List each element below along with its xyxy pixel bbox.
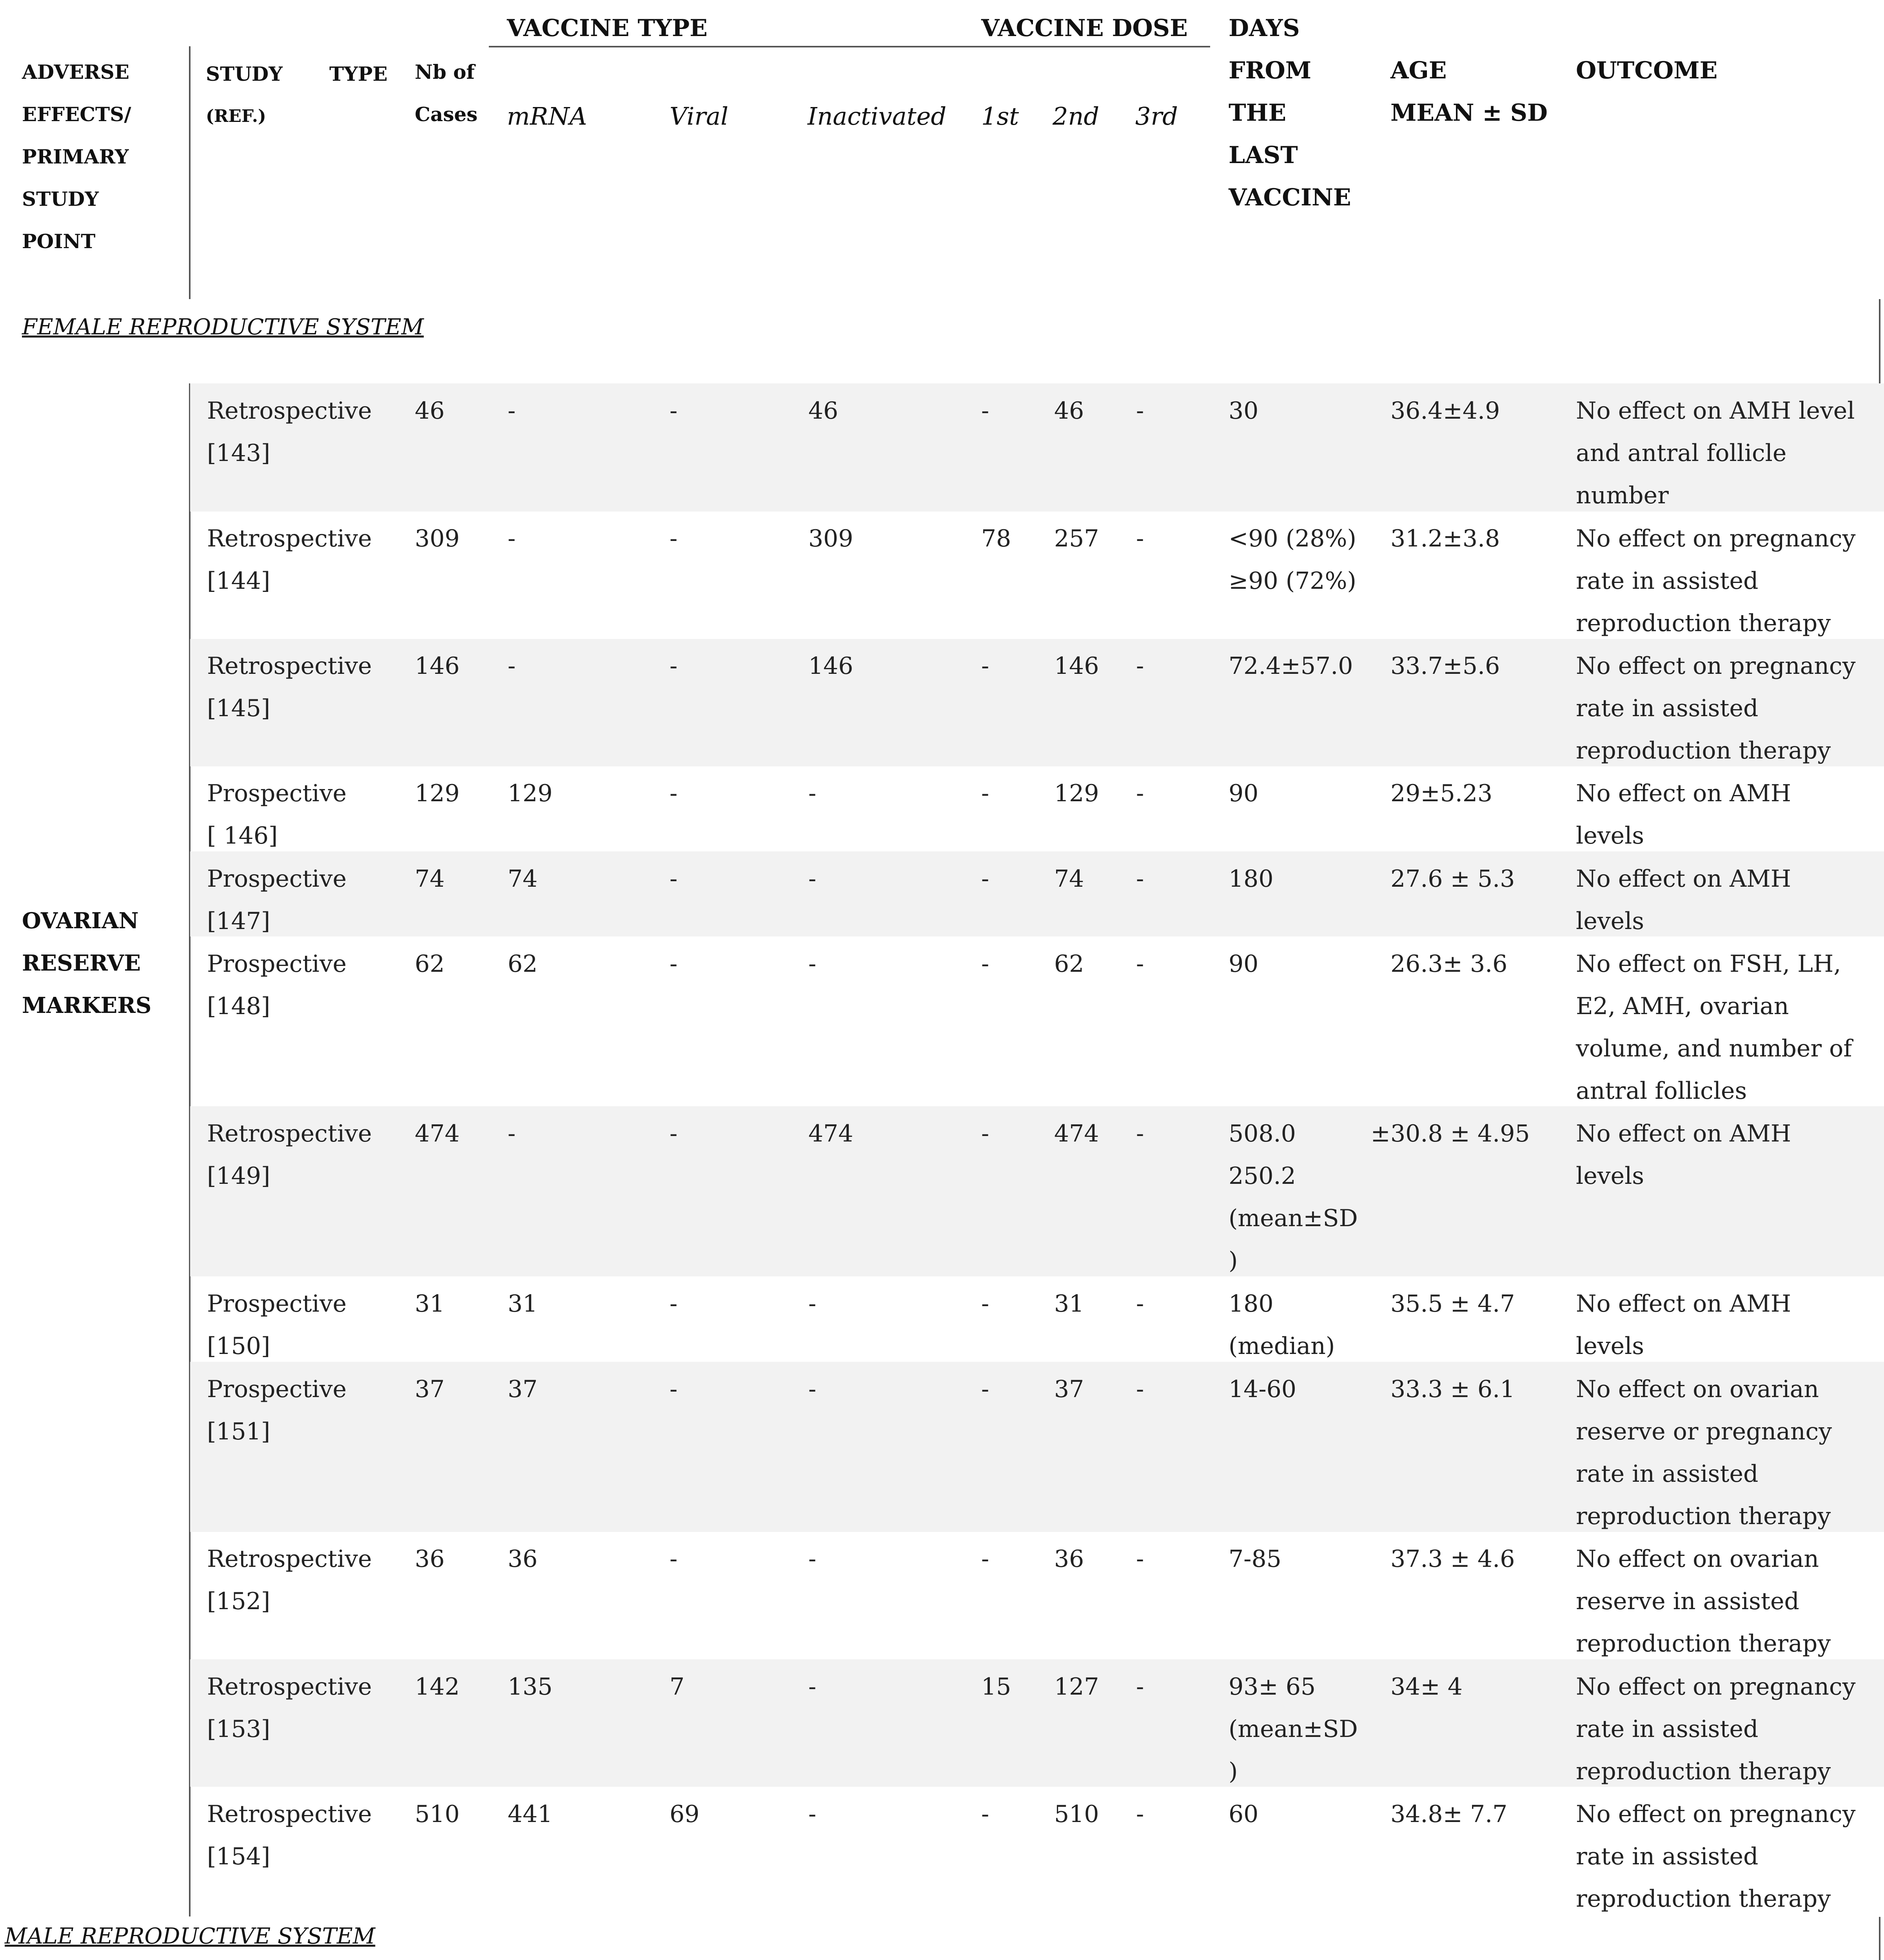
cell-dose-3rd: - — [1136, 865, 1144, 893]
cell-cases: 146 — [415, 652, 460, 680]
cell-age: 30.8 ± 4.95 — [1390, 1120, 1530, 1147]
cell-dose-1st: 15 — [981, 1673, 1011, 1700]
cell-viral: - — [670, 780, 678, 807]
cell-viral: - — [670, 1376, 678, 1403]
cell-study: Retrospective [144] — [207, 525, 372, 595]
cell-study: Prospective [150] — [207, 1290, 347, 1360]
cell-dose-3rd: - — [1136, 950, 1144, 978]
cell-viral: - — [670, 950, 678, 978]
header-dose-1st: 1st — [981, 102, 1019, 131]
cell-dose-2nd: 146 — [1054, 652, 1099, 680]
cell-days: 14-60 — [1229, 1376, 1296, 1403]
cell-study: Prospective [148] — [207, 950, 347, 1020]
cell-days: 180 (median) — [1229, 1290, 1335, 1360]
cell-outcome: No effect on AMH levels — [1576, 1290, 1791, 1360]
cell-cases: 46 — [415, 397, 445, 425]
cell-outcome: No effect on FSH, LH, E2, AMH, ovarian volume, and number of antral follicles — [1576, 950, 1852, 1105]
cell-days: 508.0 ± 250.2 (mean±SD ) — [1229, 1120, 1390, 1274]
cell-days: 93± 65 (mean±SD ) — [1229, 1673, 1358, 1785]
header-vaccine-type: VACCINE TYPE — [507, 15, 708, 42]
cell-dose-1st: - — [981, 1545, 989, 1573]
cell-outcome: No effect on pregnancy rate in assisted reproduction therapy — [1576, 652, 1856, 764]
cell-dose-3rd: - — [1136, 780, 1144, 807]
cell-dose-3rd: - — [1136, 1376, 1144, 1403]
cell-viral: - — [670, 1120, 678, 1147]
cell-dose-1st: - — [981, 397, 989, 425]
header-group-rule — [489, 46, 1210, 47]
cell-dose-1st: - — [981, 652, 989, 680]
cell-age: 33.3 ± 6.1 — [1390, 1376, 1515, 1403]
cell-dose-3rd: - — [1136, 1800, 1144, 1828]
cell-dose-1st: - — [981, 1376, 989, 1403]
header-days: DAYS FROM THE LAST VACCINE — [1229, 15, 1351, 211]
cell-study: Retrospective [149] — [207, 1120, 372, 1190]
cell-inactivated: - — [808, 780, 817, 807]
cell-days: 7-85 — [1229, 1545, 1281, 1573]
cell-study: Retrospective [152] — [207, 1545, 372, 1615]
header-inactivated: Inactivated — [808, 102, 947, 131]
cell-age: 35.5 ± 4.7 — [1390, 1290, 1515, 1318]
cell-age: 34± 4 — [1390, 1673, 1463, 1700]
cell-study: Retrospective [153] — [207, 1673, 372, 1743]
cell-inactivated: - — [808, 1673, 817, 1700]
cell-inactivated: - — [808, 865, 817, 893]
cell-mrna: 441 — [508, 1800, 553, 1828]
cell-outcome: No effect on ovarian reserve in assisted reproduction therapy — [1576, 1545, 1831, 1657]
cell-outcome: No effect on pregnancy rate in assisted reproduction therapy — [1576, 525, 1856, 637]
cell-dose-3rd: - — [1136, 525, 1144, 552]
cell-mrna: - — [508, 1120, 516, 1147]
section-female-title: FEMALE REPRODUCTIVE SYSTEM — [22, 314, 424, 340]
cell-inactivated: 474 — [808, 1120, 853, 1147]
cell-dose-3rd: - — [1136, 1545, 1144, 1573]
cell-age: 26.3± 3.6 — [1390, 950, 1508, 978]
cell-days: 30 — [1229, 397, 1259, 425]
header-dose-3rd: 3rd — [1135, 102, 1178, 131]
cell-cases: 474 — [415, 1120, 460, 1147]
cell-viral: - — [670, 1290, 678, 1318]
cell-age: 33.7±5.6 — [1390, 652, 1500, 680]
cell-days: 180 — [1229, 865, 1274, 893]
cell-dose-2nd: 36 — [1054, 1545, 1084, 1573]
header-separator — [189, 46, 191, 299]
female-section-right-rule — [1879, 299, 1880, 383]
cell-outcome: No effect on ovarian reserve or pregnancy rate in assisted reproduction therapy — [1576, 1376, 1832, 1530]
cell-study: Prospective [ 146] — [207, 780, 347, 849]
cell-dose-1st: - — [981, 780, 989, 807]
cell-mrna: 74 — [508, 865, 538, 893]
cell-cases: 74 — [415, 865, 445, 893]
header-age: AGE MEAN ± SD — [1390, 57, 1548, 127]
cell-study: Retrospective [154] — [207, 1800, 372, 1870]
cell-dose-2nd: 474 — [1054, 1120, 1099, 1147]
cell-inactivated: 46 — [808, 397, 839, 425]
cell-dose-3rd: - — [1136, 652, 1144, 680]
cell-mrna: 62 — [508, 950, 538, 978]
cell-days: 90 — [1229, 950, 1259, 978]
header-type-word: TYPE — [329, 62, 388, 85]
header-study-word: STUDY — [206, 62, 283, 85]
cell-outcome: No effect on AMH levels — [1576, 1120, 1791, 1190]
cell-dose-2nd: 129 — [1054, 780, 1099, 807]
cell-cases: 37 — [415, 1376, 445, 1403]
cell-dose-2nd: 62 — [1054, 950, 1084, 978]
cell-dose-2nd: 127 — [1054, 1673, 1099, 1700]
cell-mrna: - — [508, 652, 516, 680]
cell-mrna: 37 — [508, 1376, 538, 1403]
cell-dose-2nd: 74 — [1054, 865, 1084, 893]
cell-outcome: No effect on AMH level and antral follicle number — [1576, 397, 1855, 509]
cell-viral: - — [670, 652, 678, 680]
cell-mrna: - — [508, 525, 516, 552]
cell-inactivated: - — [808, 1800, 817, 1828]
cell-dose-3rd: - — [1136, 397, 1144, 425]
header-vaccine-dose: VACCINE DOSE — [981, 15, 1188, 42]
cell-mrna: - — [508, 397, 516, 425]
cell-days: 90 — [1229, 780, 1259, 807]
cell-mrna: 135 — [508, 1673, 553, 1700]
cell-outcome: No effect on pregnancy rate in assisted reproduction therapy — [1576, 1673, 1856, 1785]
cell-mrna: 129 — [508, 780, 553, 807]
cell-cases: 36 — [415, 1545, 445, 1573]
cell-study: Retrospective [145] — [207, 652, 372, 722]
cell-cases: 62 — [415, 950, 445, 978]
cell-dose-1st: - — [981, 865, 989, 893]
header-adverse-effects: ADVERSE EFFECTS/ PRIMARY STUDY POINT — [22, 60, 131, 253]
cell-days: 60 — [1229, 1800, 1259, 1828]
cell-dose-2nd: 31 — [1054, 1290, 1084, 1318]
cell-dose-3rd: - — [1136, 1120, 1144, 1147]
cell-age: 29±5.23 — [1390, 780, 1493, 807]
cell-cases: 129 — [415, 780, 460, 807]
cell-dose-1st: - — [981, 1120, 989, 1147]
cell-mrna: 31 — [508, 1290, 538, 1318]
cell-outcome: No effect on AMH levels — [1576, 780, 1791, 849]
cell-viral: 7 — [670, 1673, 685, 1700]
cell-dose-2nd: 257 — [1054, 525, 1099, 552]
cell-dose-2nd: 37 — [1054, 1376, 1084, 1403]
header-nb-cases: Nb of Cases — [415, 60, 478, 126]
cell-study: Prospective [147] — [207, 865, 347, 935]
header-dose-2nd: 2nd — [1053, 102, 1100, 131]
cell-cases: 142 — [415, 1673, 460, 1700]
header-viral: Viral — [670, 102, 728, 131]
group-label-ovarian-reserve: OVARIAN RESERVE MARKERS — [22, 908, 152, 1018]
section-male-title: MALE REPRODUCTIVE SYSTEM — [5, 1924, 376, 1949]
cell-dose-1st: - — [981, 1800, 989, 1828]
cell-dose-3rd: - — [1136, 1673, 1144, 1700]
cell-inactivated: 309 — [808, 525, 853, 552]
cell-inactivated: - — [808, 1290, 817, 1318]
header-outcome: OUTCOME — [1576, 57, 1718, 84]
cell-viral: - — [670, 1545, 678, 1573]
cell-days: <90 (28%) ≥90 (72%) — [1229, 525, 1356, 595]
cell-viral: - — [670, 525, 678, 552]
cell-viral: - — [670, 397, 678, 425]
cell-dose-2nd: 510 — [1054, 1800, 1099, 1828]
cell-age: 34.8± 7.7 — [1390, 1800, 1508, 1828]
cell-viral: - — [670, 865, 678, 893]
header-mrna: mRNA — [507, 102, 587, 131]
cell-dose-1st: - — [981, 950, 989, 978]
cell-age: 37.3 ± 4.6 — [1390, 1545, 1515, 1573]
cell-outcome: No effect on pregnancy rate in assisted reproduction therapy — [1576, 1800, 1856, 1913]
male-section-right-rule — [1879, 1917, 1880, 1960]
cell-viral: 69 — [670, 1800, 700, 1828]
cell-study: Prospective [151] — [207, 1376, 347, 1445]
cell-inactivated: - — [808, 1545, 817, 1573]
cell-age: 27.6 ± 5.3 — [1390, 865, 1515, 893]
cell-dose-3rd: - — [1136, 1290, 1144, 1318]
cell-age: 31.2±3.8 — [1390, 525, 1500, 552]
cell-days: 72.4±57.0 — [1229, 652, 1353, 680]
cell-dose-2nd: 46 — [1054, 397, 1084, 425]
cell-outcome: No effect on AMH levels — [1576, 865, 1791, 935]
cell-inactivated: - — [808, 1376, 817, 1403]
cell-cases: 510 — [415, 1800, 460, 1828]
header-ref: (REF.) — [206, 106, 266, 126]
cell-dose-1st: - — [981, 1290, 989, 1318]
cell-cases: 31 — [415, 1290, 445, 1318]
cell-dose-1st: 78 — [981, 525, 1011, 552]
cell-study: Retrospective [143] — [207, 397, 372, 467]
cell-mrna: 36 — [508, 1545, 538, 1573]
cell-cases: 309 — [415, 525, 460, 552]
cell-age: 36.4±4.9 — [1390, 397, 1500, 425]
cell-inactivated: - — [808, 950, 817, 978]
cell-inactivated: 146 — [808, 652, 853, 680]
